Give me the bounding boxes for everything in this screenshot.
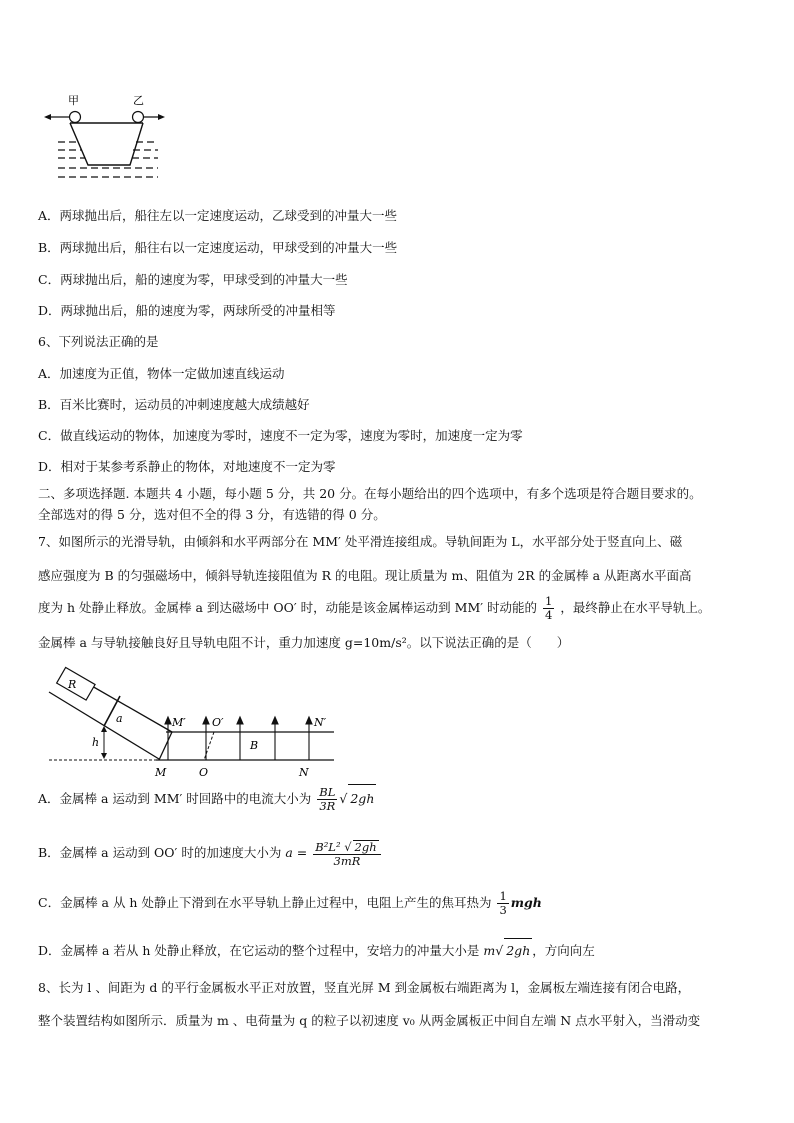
q7-line3-b: ，最终静止在水平导轨上。 (560, 600, 711, 615)
q6-option-d: D．相对于某参考系静止的物体，对地速度不一定为零 (38, 459, 336, 474)
sqrt-sign: √ (339, 791, 348, 806)
q6-option-b: B．百米比赛时，运动员的冲刺速度越大成绩越好 (38, 397, 310, 412)
field-arrows (165, 717, 312, 760)
q7-line1: 7、如图所示的光滑导轨，由倾斜和水平两部分在 MM′ 处平滑连接组成。导轨间距为 L，水平部分处于竖直向上、磁 (38, 534, 683, 549)
label-m: M (155, 766, 167, 779)
arrow-left-head (44, 114, 51, 120)
q7-option-d: D．金属棒 a 若从 h 处静止释放，在它运动的整个过程中，安培力的冲量大小是 m√ 2gh ，方向向左 (38, 938, 595, 963)
q5-option-d: D．两球抛出后，船的速度为零，两球所受的冲量相等 (38, 303, 336, 318)
q6-stem: 6、下列说法正确的是 (38, 334, 159, 349)
q7-c-fraction: $\frac{1}{3}$ (499, 889, 507, 917)
section2-line2: 全部选对的得 5 分，选对但不全的得 3 分，有选错的得 0 分。 (38, 507, 386, 522)
label-m-prime: M′ (172, 716, 186, 729)
ball-yi (133, 112, 144, 123)
q7-a-fraction: $\frac{BL}{3R}$ (319, 785, 336, 813)
q7-fraction-quarter: $\frac{1}{4}$ (545, 594, 553, 622)
q6-option-a: A．加速度为正值，物体一定做加速直线运动 (38, 366, 285, 381)
label-b: B (250, 739, 259, 752)
label-o-prime: O′ (212, 716, 224, 729)
ball-jia (70, 112, 81, 123)
q6-option-c: C．做直线运动的物体，加速度为零时，速度不一定为零，速度为零时，加速度一定为零 (38, 428, 523, 443)
rail-figure (44, 660, 374, 780)
label-yi: 乙 (133, 94, 144, 107)
height-arrow-bottom (101, 753, 107, 759)
line-mm (159, 732, 172, 760)
sqrt-sign: √ (495, 943, 504, 958)
q7-line3-a: 度为 h 处静止释放。金属棒 a 到达磁场中 OO′ 时，动能是该金属棒运动到 MM′ 时动能的 (38, 600, 538, 615)
sqrt-sign: √ (344, 839, 352, 854)
q8-line2: 整个装置结构如图所示．质量为 m 、电荷量为 q 的粒子以初速度 v₀ 从两金属板正中间自左端 N 点水平射入，当滑动变 (38, 1013, 701, 1028)
label-n-prime: N′ (314, 716, 327, 729)
q7-option-b: B．金属棒 a 运动到 OO′ 时的加速度大小为 a = $\frac{\text{B²L² √ 2gh}}{3mR}$ (38, 836, 383, 870)
boat-figure (40, 90, 170, 185)
q7-b-fraction: $\frac{\text{B²L² √ 2gh}}{3mR}$ (313, 840, 380, 868)
arrow-right-head (158, 114, 165, 120)
water-lines (58, 142, 158, 177)
label-h: h (92, 736, 100, 749)
q5-option-b: B．两球抛出后，船往右以一定速度运动，甲球受到的冲量大一些 (38, 240, 398, 255)
label-a: a (116, 712, 123, 725)
section2-line1: 二、多项选择题. 本题共 4 小题，每小题 5 分，共 20 分。在每小题给出的四个选项中，有多个选项是符合题目要求的。 (38, 486, 702, 501)
label-r: R (68, 678, 77, 691)
q7-line2: 感应强度为 B 的匀强磁场中，倾斜导轨连接阻值为 R 的电阻。现让质量为 m、阻值为 2R 的金属棒 a 从距离水平面高 (38, 568, 692, 583)
q7-line3 (38, 594, 710, 622)
boat-hull (70, 123, 143, 165)
q5-option-c: C．两球抛出后，船的速度为零，甲球受到的冲量大一些 (38, 272, 348, 287)
q7-option-c: C．金属棒 a 从 h 处静止下滑到在水平导轨上静止过程中，电阻上产生的焦耳热为 $\frac{1}{3}$ mgh (38, 889, 542, 917)
q7-option-a: A．金属棒 a 运动到 MM′ 时回路中的电流大小为 $\frac{BL}{3R}$ √ 2gh (38, 785, 375, 813)
label-o: O (199, 766, 209, 779)
q5-option-a: A．两球抛出后，船往左以一定速度运动，乙球受到的冲量大一些 (38, 208, 398, 223)
label-jia: 甲 (68, 94, 79, 107)
q7-line4: 金属棒 a 与导轨接触良好且导轨电阻不计，重力加速度 g=10m/s²。以下说法正确的是（ ） (38, 635, 570, 650)
label-n: N (299, 766, 309, 779)
q8-line1: 8、长为 l 、间距为 d 的平行金属板水平正对放置，竖直光屏 M 到金属板右端距离为 l，金属板左端连接有闭合电路， (38, 980, 691, 995)
